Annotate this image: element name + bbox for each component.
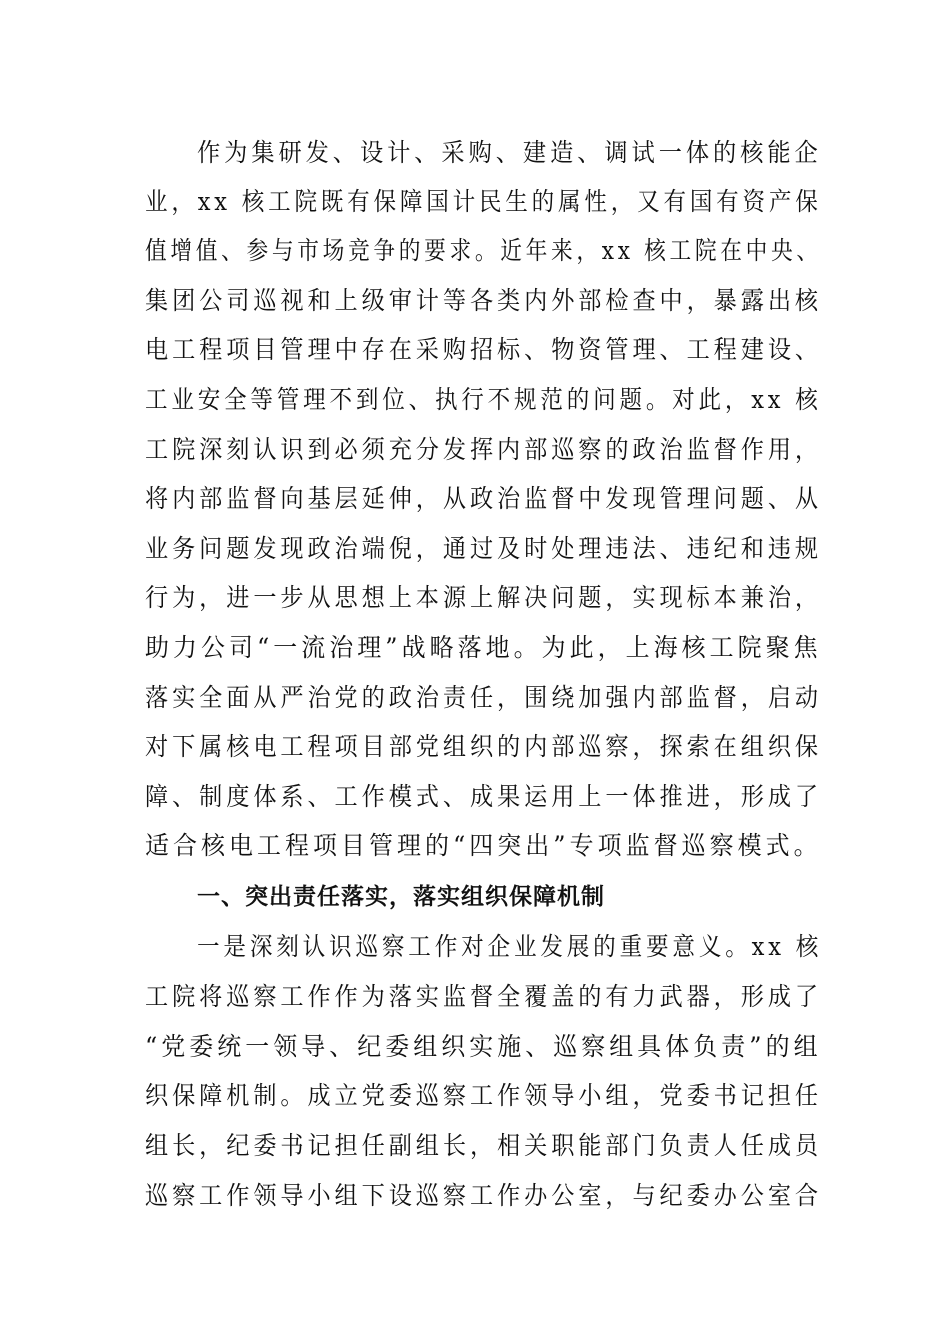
paragraph-1-line-12: 落实全面从严治党的政治责任，围绕加强内部监督，启动 xyxy=(145,683,823,712)
paragraph-1-line-5: 电工程项目管理中存在采购招标、物资管理、工程建设、 xyxy=(145,335,823,364)
paragraph-1-line-1: 作为集研发、设计、采购、建造、调试一体的核能企 xyxy=(197,138,822,167)
paragraph-1-line-4: 集团公司巡视和上级审计等各类内外部检查中，暴露出核 xyxy=(145,286,823,315)
paragraph-1-line-13: 对下属核电工程项目部党组织的内部巡察，探索在组织保 xyxy=(145,732,823,761)
paragraph-1-line-6: 工业安全等管理不到位、执行不规范的问题。对此，xx 核 xyxy=(145,385,822,414)
paragraph-1-line-3: 值增值、参与市场竞争的要求。近年来，xx 核工院在中央、 xyxy=(145,236,822,265)
section-heading: 一、突出责任落实，落实组织保障机制 xyxy=(197,884,605,910)
paragraph-1-line-2: 业，xx 核工院既有保障国计民生的属性，又有国有资产保 xyxy=(145,187,822,216)
paragraph-2-line-6: 巡察工作领导小组下设巡察工作办公室，与纪委办公室合 xyxy=(145,1181,823,1210)
paragraph-1-line-15: 适合核电工程项目管理的“四突出”专项监督巡察模式。 xyxy=(145,831,822,860)
paragraph-2-line-1: 一是深刻认识巡察工作对企业发展的重要意义。xx 核 xyxy=(197,932,823,961)
paragraph-2-line-4: 织保障机制。成立党委巡察工作领导小组，党委书记担任 xyxy=(145,1081,823,1110)
paragraph-1-line-7: 工院深刻认识到必须充分发挥内部巡察的政治监督作用， xyxy=(145,435,823,464)
paragraph-1-line-14: 障、制度体系、工作模式、成果运用上一体推进，形成了 xyxy=(145,782,823,811)
paragraph-1-line-9: 业务问题发现政治端倪，通过及时处理违法、违纪和违规 xyxy=(145,534,823,563)
paragraph-1-line-10: 行为，进一步从思想上本源上解决问题，实现标本兼治， xyxy=(145,583,823,612)
paragraph-2-line-5: 组长，纪委书记担任副组长，相关职能部门负责人任成员 xyxy=(145,1131,823,1160)
paragraph-1-line-8: 将内部监督向基层延伸，从政治监督中发现管理问题、从 xyxy=(145,484,823,513)
paragraph-2-line-3: “党委统一领导、纪委组织实施、巡察组具体负责”的组 xyxy=(145,1032,822,1061)
paragraph-2-line-2: 工院将巡察工作作为落实监督全覆盖的有力武器，形成了 xyxy=(145,982,823,1011)
paragraph-1-line-11: 助力公司“一流治理”战略落地。为此，上海核工院聚焦 xyxy=(145,633,822,662)
